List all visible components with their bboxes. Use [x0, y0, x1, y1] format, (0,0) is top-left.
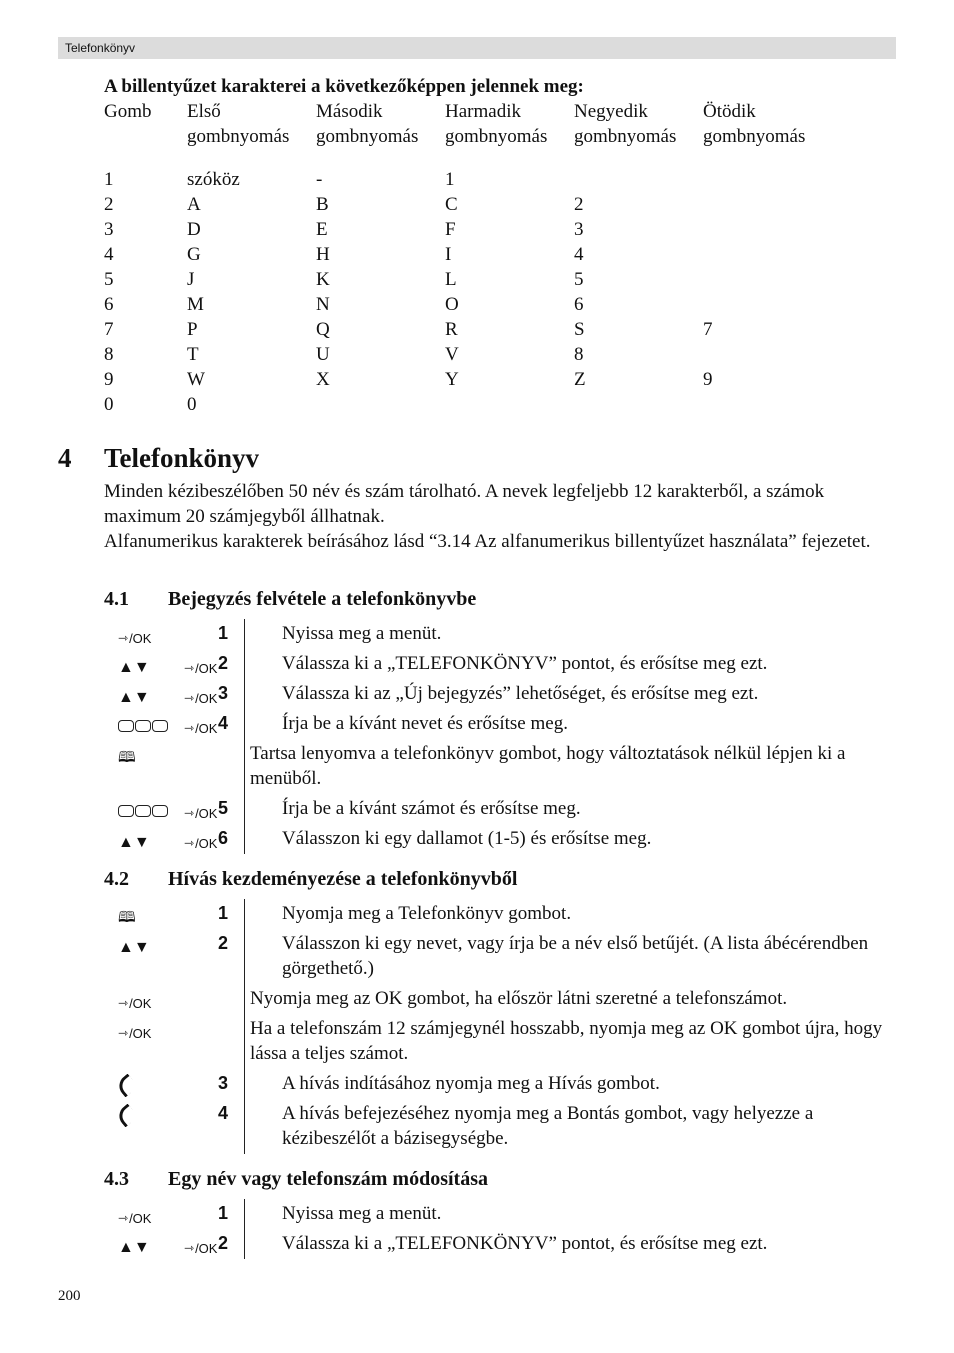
running-header-title: Telefonkönyv — [65, 41, 136, 55]
instruction-step — [104, 619, 904, 649]
step-description: Ha a telefonszám 12 számjegynél hosszabb, nyomja meg az OK gombot újra, hogy lássa a teljes számot. — [250, 1018, 883, 1064]
table-row — [104, 167, 904, 192]
ok-label: /OK — [195, 836, 218, 851]
step-icons — [104, 931, 244, 956]
table-cell — [316, 392, 445, 417]
section-title: Bejegyzés felvétele a telefonkönyvbe — [168, 588, 477, 610]
table-cell: R — [445, 319, 458, 340]
key-table-header-row — [104, 99, 904, 124]
step-description: A hívás indításához nyomja meg a Hívás gombot. — [282, 1073, 660, 1094]
table-cell — [703, 267, 832, 292]
enter-arrow-icon: ⇾ — [184, 721, 195, 735]
table-cell: 4 — [574, 244, 584, 265]
menu-ok-icon — [184, 716, 217, 741]
step-description: Válassza ki az „Új bejegyzés” lehetőséget, és erősítse meg ezt. — [282, 683, 759, 704]
menu-ok-icon — [184, 801, 217, 826]
table-cell: Z — [574, 369, 586, 390]
table-cell: 4 — [104, 244, 114, 265]
table-cell — [703, 392, 832, 417]
step-number: 1 — [218, 903, 229, 923]
header-cell: gombnyomás — [445, 126, 548, 147]
table-cell: 1 — [445, 169, 455, 190]
step-text — [218, 796, 904, 821]
step-description: Nyomja meg a Telefonkönyv gombot. — [282, 903, 572, 924]
step-description: A hívás befejezéséhez nyomja meg a Bontás gombot, vagy helyezze a kézibeszélőt a bázisegységbe. — [282, 1103, 814, 1149]
table-row — [104, 392, 904, 417]
section-title: Hívás kezdeményezése a telefonkönyvből — [168, 868, 518, 890]
step-text — [218, 1071, 904, 1096]
table-cell: szóköz — [187, 169, 240, 190]
table-row — [104, 267, 904, 292]
enter-arrow-icon: ⇾ — [184, 836, 195, 850]
menu-ok-icon — [118, 991, 151, 1016]
step-text — [218, 931, 904, 981]
step-icons — [104, 681, 244, 706]
table-row — [104, 217, 904, 242]
keypad-icon — [118, 805, 168, 817]
handset-icon — [115, 1074, 139, 1098]
table-cell — [703, 242, 832, 267]
table-cell — [703, 167, 832, 192]
enter-arrow-icon: ⇾ — [184, 691, 195, 705]
header-cell: Ötödik — [703, 101, 756, 122]
step-icons — [104, 986, 244, 1011]
step-number: 2 — [218, 653, 229, 673]
table-cell — [703, 217, 832, 242]
step-number: 5 — [218, 798, 229, 818]
section-number: 4.2 — [104, 868, 129, 890]
table-cell: 5 — [574, 269, 584, 290]
menu-ok-icon — [118, 1021, 151, 1046]
step-icons — [104, 1231, 244, 1256]
table-cell: X — [316, 369, 330, 390]
keypad-icon — [118, 720, 168, 732]
chapter-title: Telefonkönyv — [104, 443, 260, 473]
table-cell: 2 — [574, 194, 584, 215]
instruction-step — [104, 929, 904, 984]
table-cell: 1 — [104, 169, 114, 190]
header-cell: gombnyomás — [703, 126, 806, 147]
instruction-step — [104, 824, 904, 854]
section-heading-4-1 — [104, 588, 476, 611]
table-row — [104, 317, 904, 342]
table-cell: M — [187, 294, 204, 315]
header-cell: Gomb — [104, 101, 152, 122]
table-cell: Y — [445, 369, 459, 390]
up-down-arrows-icon: ▲▼ — [118, 1239, 150, 1256]
instruction-step — [104, 899, 904, 929]
intro-paragraph: Alfanumerikus karakterek beírásához lásd “3.14 Az alfanumerikus billentyűzet használata” fejezetet. — [104, 531, 871, 552]
instruction-step — [104, 1229, 904, 1259]
step-text — [218, 1201, 904, 1226]
step-number: 2 — [218, 1233, 229, 1253]
chapter-intro — [104, 479, 899, 554]
table-cell: 2 — [104, 194, 114, 215]
ok-label: /OK — [195, 661, 218, 676]
table-cell: Q — [316, 319, 330, 340]
chapter-heading — [58, 443, 259, 474]
table-cell: 3 — [104, 219, 114, 240]
table-cell: 3 — [574, 219, 584, 240]
enter-arrow-icon: ⇾ — [184, 1241, 195, 1255]
ok-label: /OK — [129, 996, 152, 1011]
table-cell: 5 — [104, 269, 114, 290]
instruction-step — [104, 739, 904, 794]
steps-4-2 — [104, 899, 904, 1154]
up-down-arrows-icon: ▲▼ — [118, 659, 150, 676]
step-number: 2 — [218, 933, 229, 953]
step-text — [218, 1231, 904, 1256]
menu-ok-icon — [118, 626, 151, 651]
table-cell: 8 — [104, 344, 114, 365]
enter-arrow-icon: ⇾ — [118, 631, 129, 645]
step-number: 4 — [218, 1103, 229, 1123]
header-cell: Negyedik — [574, 101, 648, 122]
header-cell: Második — [316, 101, 383, 122]
header-cell: Harmadik — [445, 101, 521, 122]
instruction-step — [104, 794, 904, 824]
table-cell: J — [187, 269, 195, 290]
table-cell: O — [445, 294, 459, 315]
step-description: Nyomja meg az OK gombot, ha először látni szeretné a telefonszámot. — [250, 988, 788, 1009]
enter-arrow-icon: ⇾ — [184, 661, 195, 675]
up-down-arrows-icon: ▲▼ — [118, 689, 150, 706]
running-header — [58, 37, 896, 59]
section-number: 4.1 — [104, 588, 129, 610]
step-icons — [104, 741, 244, 766]
header-cell: gombnyomás — [316, 126, 419, 147]
step-text — [244, 986, 890, 1011]
step-icons — [104, 901, 244, 926]
step-text — [218, 1101, 904, 1151]
ok-label: /OK — [129, 631, 152, 646]
enter-arrow-icon: ⇾ — [184, 806, 195, 820]
step-icons — [104, 1201, 244, 1226]
table-cell: G — [187, 244, 201, 265]
step-description: Válassza ki a „TELEFONKÖNYV” pontot, és erősítse meg ezt. — [282, 1233, 768, 1254]
step-description: Válasszon ki egy dallamot (1-5) és erősítse meg. — [282, 828, 652, 849]
phonebook-icon: 🕮 — [118, 749, 136, 766]
table-row — [104, 242, 904, 267]
table-cell — [445, 392, 574, 417]
table-cell: S — [574, 319, 585, 340]
instruction-step — [104, 709, 904, 739]
header-cell — [104, 124, 187, 149]
table-cell: 7 — [703, 319, 713, 340]
section-title: Egy név vagy telefonszám módosítása — [168, 1168, 488, 1190]
table-cell: 0 — [187, 394, 197, 415]
step-description: Tartsa lenyomva a telefonkönyv gombot, hogy változtatások nélkül lépjen ki a menüből. — [250, 743, 846, 789]
intro-paragraph: Minden kézibeszélőben 50 név és szám tárolható. A nevek legfeljebb 12 karakterből, a számok maximum 20 számjegyből állhatnak. — [104, 481, 825, 527]
step-description: Nyissa meg a menüt. — [282, 1203, 442, 1224]
table-cell: I — [445, 244, 452, 265]
step-description: Írja be a kívánt nevet és erősítse meg. — [282, 713, 568, 734]
table-cell: A — [187, 194, 201, 215]
table-cell: - — [316, 169, 323, 190]
table-cell: C — [445, 194, 458, 215]
key-table-title: A billentyűzet karakterei a következőképpen jelennek meg: — [104, 76, 584, 97]
table-cell: 0 — [104, 394, 114, 415]
table-cell: 8 — [574, 344, 584, 365]
table-cell: L — [445, 269, 457, 290]
table-cell — [703, 192, 832, 217]
header-cell: gombnyomás — [187, 126, 290, 147]
enter-arrow-icon: ⇾ — [118, 1211, 129, 1225]
table-row — [104, 367, 904, 392]
table-cell: N — [316, 294, 330, 315]
table-cell — [703, 292, 832, 317]
step-icons — [104, 1016, 244, 1041]
menu-ok-icon — [184, 1236, 217, 1261]
step-text — [218, 826, 904, 851]
section-heading-4-2 — [104, 868, 517, 891]
step-number: 3 — [218, 683, 229, 703]
step-icons — [104, 796, 244, 821]
step-icons — [104, 651, 244, 676]
instruction-step — [104, 649, 904, 679]
table-cell: B — [316, 194, 329, 215]
step-icons — [104, 826, 244, 851]
header-cell: gombnyomás — [574, 126, 677, 147]
step-text — [218, 681, 904, 706]
table-cell: 9 — [703, 369, 713, 390]
table-row — [104, 342, 904, 367]
step-number: 4 — [218, 713, 229, 733]
header-cell: Első — [187, 101, 221, 122]
step-text — [218, 651, 904, 676]
ok-label: /OK — [195, 806, 218, 821]
key-table-body — [104, 167, 904, 417]
page-number: 200 — [58, 1288, 81, 1304]
ok-label: /OK — [195, 691, 218, 706]
instruction-step — [104, 1099, 904, 1154]
up-down-arrows-icon: ▲▼ — [118, 939, 150, 956]
table-cell — [703, 342, 832, 367]
instruction-step — [104, 679, 904, 709]
handset-icon — [115, 1104, 139, 1128]
section-number: 4.3 — [104, 1168, 129, 1190]
table-cell: 6 — [104, 294, 114, 315]
table-cell: V — [445, 344, 459, 365]
table-cell: F — [445, 219, 456, 240]
step-text — [244, 1016, 890, 1066]
table-cell: 7 — [104, 319, 114, 340]
ok-label: /OK — [195, 721, 218, 736]
step-description: Írja be a kívánt számot és erősítse meg. — [282, 798, 581, 819]
table-row — [104, 192, 904, 217]
table-cell — [574, 392, 703, 417]
step-icons — [104, 1101, 244, 1126]
step-text — [244, 741, 890, 791]
menu-ok-icon — [184, 656, 217, 681]
table-cell: W — [187, 369, 205, 390]
instruction-step — [104, 1199, 904, 1229]
ok-label: /OK — [129, 1026, 152, 1041]
step-text — [218, 901, 904, 926]
table-cell: 6 — [574, 294, 584, 315]
table-cell: E — [316, 219, 328, 240]
enter-arrow-icon: ⇾ — [118, 996, 129, 1010]
steps-4-1 — [104, 619, 904, 854]
section-heading-4-3 — [104, 1168, 488, 1191]
instruction-step — [104, 1014, 904, 1069]
phonebook-icon: 🕮 — [118, 909, 136, 926]
step-number: 6 — [218, 828, 229, 848]
menu-ok-icon — [184, 831, 217, 856]
table-cell: H — [316, 244, 330, 265]
step-text — [218, 711, 904, 736]
table-cell: D — [187, 219, 201, 240]
step-number: 1 — [218, 1203, 229, 1223]
ok-label: /OK — [129, 1211, 152, 1226]
enter-arrow-icon: ⇾ — [118, 1026, 129, 1040]
table-spacer — [104, 149, 904, 167]
table-cell: P — [187, 319, 198, 340]
steps-4-3 — [104, 1199, 904, 1259]
chapter-number: 4 — [58, 443, 72, 473]
key-table-header-row — [104, 124, 904, 149]
instruction-step — [104, 984, 904, 1014]
step-text — [218, 621, 904, 646]
step-description: Válassza ki a „TELEFONKÖNYV” pontot, és erősítse meg ezt. — [282, 653, 768, 674]
up-down-arrows-icon: ▲▼ — [118, 834, 150, 851]
instruction-step — [104, 1069, 904, 1099]
step-icons — [104, 621, 244, 646]
menu-ok-icon — [184, 686, 217, 711]
step-icons — [104, 711, 244, 736]
table-cell: T — [187, 344, 199, 365]
menu-ok-icon — [118, 1206, 151, 1231]
table-cell: 9 — [104, 369, 114, 390]
step-description: Válasszon ki egy nevet, vagy írja be a név első betűjét. (A lista ábécérendben görgethető.) — [282, 933, 869, 979]
step-icons — [104, 1071, 244, 1096]
step-description: Nyissa meg a menüt. — [282, 623, 442, 644]
ok-label: /OK — [195, 1241, 218, 1256]
step-number: 3 — [218, 1073, 229, 1093]
step-number: 1 — [218, 623, 229, 643]
table-cell: U — [316, 344, 330, 365]
table-cell: K — [316, 269, 330, 290]
table-cell — [574, 167, 703, 192]
table-row — [104, 292, 904, 317]
key-character-table — [104, 74, 904, 417]
